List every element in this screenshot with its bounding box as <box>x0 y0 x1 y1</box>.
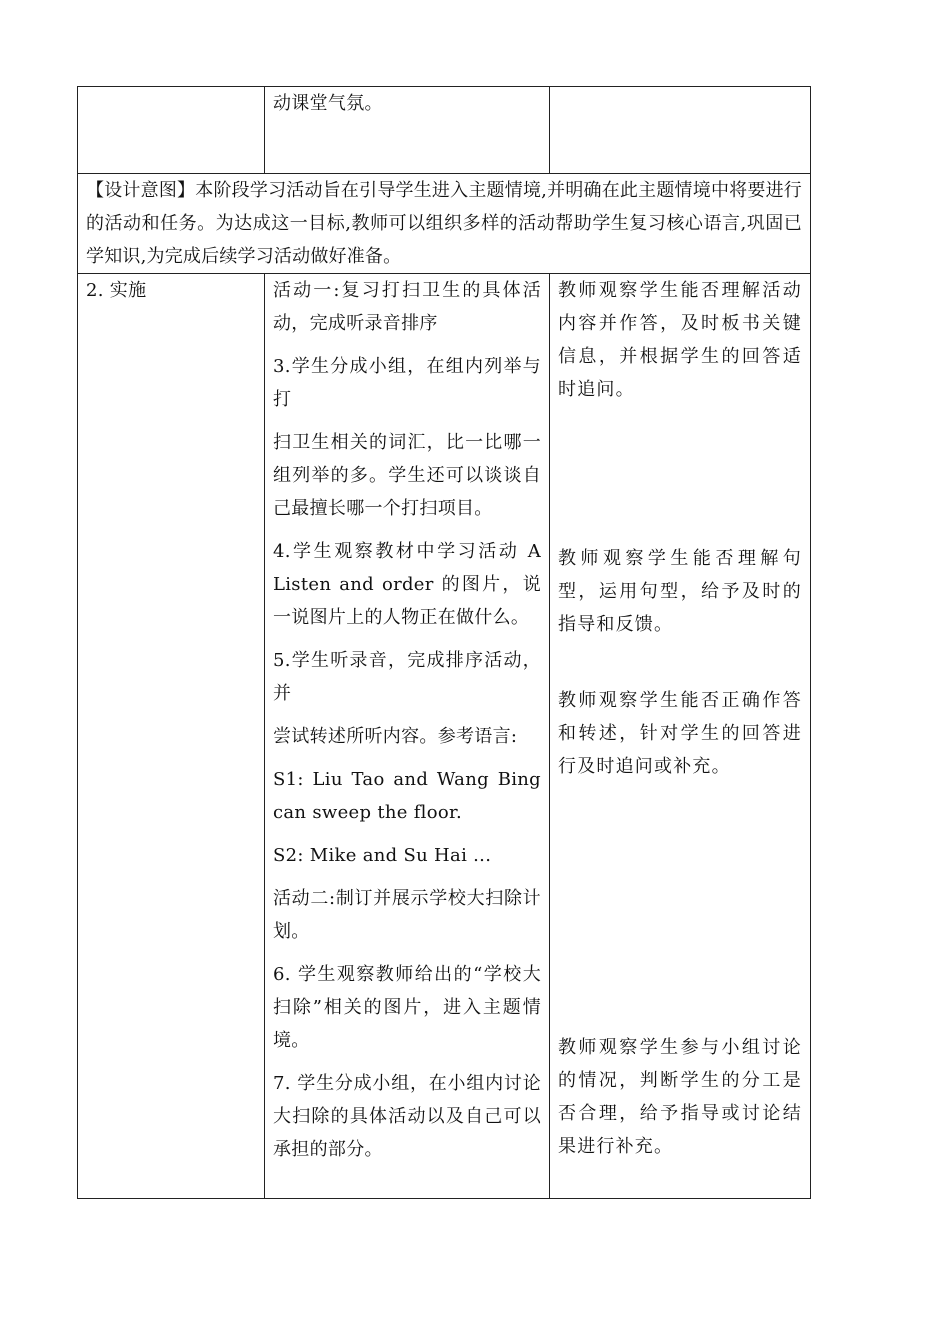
table-cell-assessments <box>550 274 811 1199</box>
activity-paragraph: 7. 学生分成小组，在小组内讨论大扫除的具体活动以及自己可以承担的部分。 <box>273 1073 541 1160</box>
activity-paragraph: 6. 学生观察教师给出的“学校大扫除”相关的图片，进入主题情境。 <box>273 964 541 1051</box>
lesson-plan-table <box>77 86 811 1199</box>
activity-paragraph: 扫卫生相关的词汇，比一比哪一组列举的多。学生还可以谈谈自己最擅长哪一个打扫项目。 <box>273 432 541 519</box>
activity-text: 动课堂气氛。 <box>273 93 383 114</box>
stage-label: 2. 实施 <box>86 280 147 301</box>
design-intent-text: 【设计意图】本阶段学习活动旨在引导学生进入主题情境,并明确在此主题情境中将要进行的活动和任务。为达成这一目标,教师可以组织多样的活动帮助学生复习核心语言,巩固已学知识,为完成后续学习活动做好准备。 <box>86 180 802 267</box>
design-intent-cell <box>78 174 811 274</box>
table-row <box>78 87 811 174</box>
activity-paragraph: 3.学生分成小组，在组内列举与打 <box>273 356 541 410</box>
table-cell-activities <box>265 274 550 1199</box>
assessment-paragraph: 教师观察学生能否理解活动内容并作答，及时板书关键信息，并根据学生的回答适时追问。 <box>558 280 802 400</box>
table-row <box>78 274 811 1199</box>
table-cell-activity <box>265 87 550 174</box>
table-cell-stage <box>78 274 265 1199</box>
activity-paragraph: S1: Liu Tao and Wang Bing can sweep the floor. <box>273 769 541 823</box>
assessment-paragraph: 教师观察学生能否理解句型，运用句型，给予及时的指导和反馈。 <box>558 548 802 635</box>
activity-paragraph: S2: Mike and Su Hai ... <box>273 845 492 866</box>
table-cell-stage <box>78 87 265 174</box>
assessment-paragraph: 教师观察学生能否正确作答和转述，针对学生的回答进行及时追问或补充。 <box>558 690 802 777</box>
activity-paragraph: 4.学生观察教材中学习活动 A Listen and order 的图片，说一说图片上的人物正在做什么。 <box>273 541 541 628</box>
activity-paragraph: 5.学生听录音，完成排序活动，并 <box>273 650 541 704</box>
table-cell-assessment <box>550 87 811 174</box>
assessment-paragraph: 教师观察学生参与小组讨论的情况，判断学生的分工是否合理，给予指导或讨论结果进行补充。 <box>558 1037 802 1157</box>
activity-paragraph: 活动二:制订并展示学校大扫除计划。 <box>273 888 541 942</box>
table-row <box>78 174 811 274</box>
activity-paragraph: 尝试转述所听内容。参考语言: <box>273 726 518 747</box>
activity-paragraph: 活动一:复习打扫卫生的具体活动，完成听录音排序 <box>273 280 541 334</box>
